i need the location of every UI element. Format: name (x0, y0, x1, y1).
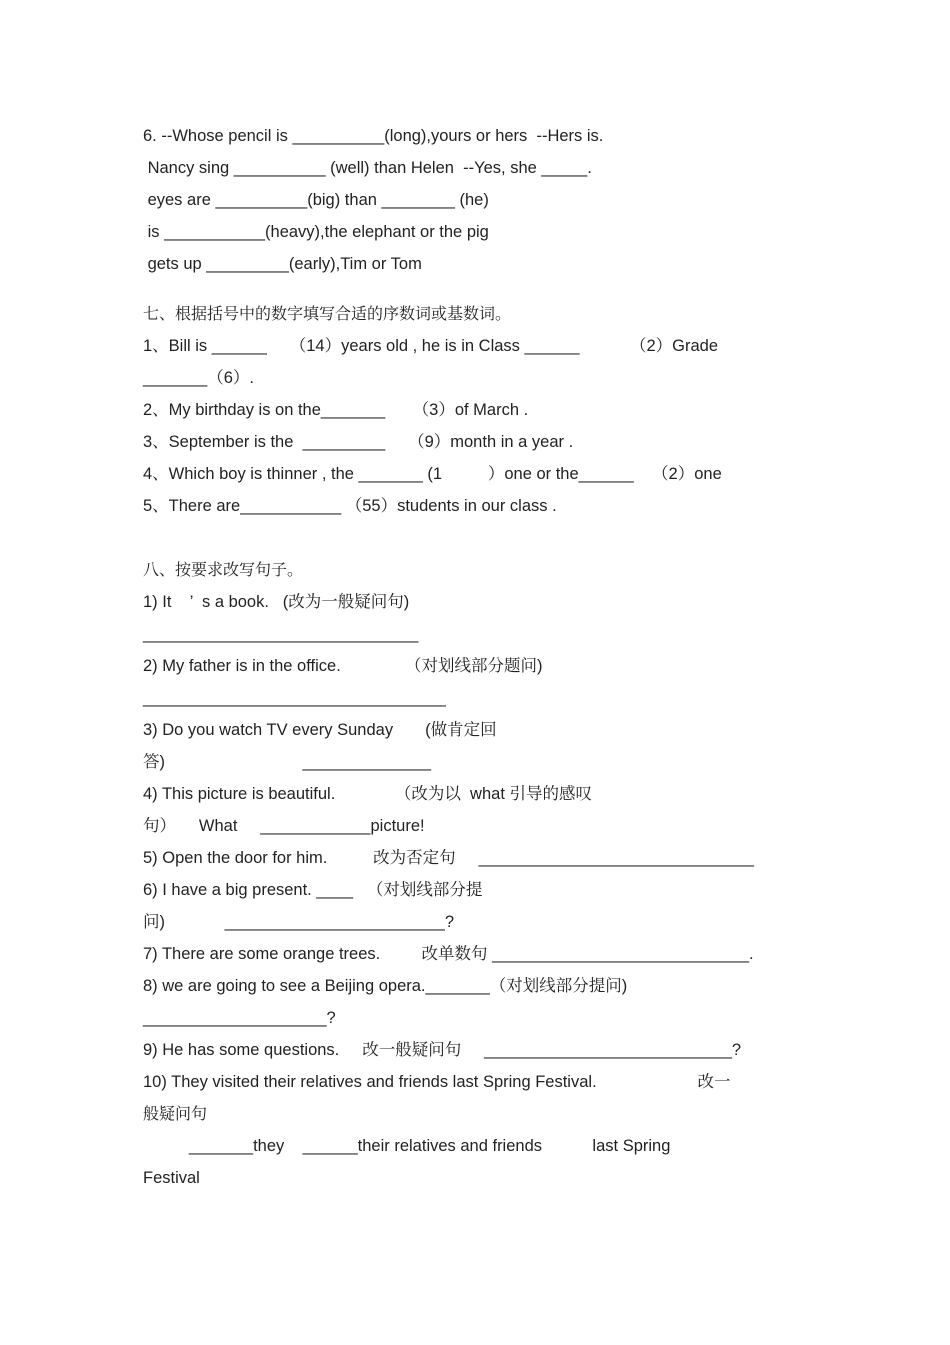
section-8-item-7: 7) There are some orange trees. 改单数句 ____________________________. (143, 945, 754, 963)
exercise-line: gets up _________(early),Tim or Tom (143, 255, 422, 273)
answer-blank: ____________________? (143, 1009, 336, 1027)
section-8-item-10-cont: 般疑问句 (143, 1104, 208, 1123)
section-8-item-6-cont: 问) ________________________? (143, 913, 455, 931)
section-7-item-1-cont: _______（6）. (143, 369, 254, 387)
section-8-item-10: 10) They visited their relatives and friends last Spring Festival. 改一 (143, 1073, 731, 1091)
exercise-line: eyes are __________(big) than ________ (he) (143, 191, 489, 209)
section-8-item-10-answer: _______they ______their relatives and friends last Spring (143, 1137, 671, 1155)
section-7-item-5: 5、There are___________ （55）students in our class . (143, 497, 557, 515)
section-8-item-4: 4) This picture is beautiful. （改为以 what 引导的感叹 (143, 785, 592, 803)
section-7-item-4: 4、Which boy is thinner , the _______ (1 ）one or the______ （2）one (143, 465, 722, 483)
section-8-item-3: 3) Do you watch TV every Sunday (做肯定回 (143, 721, 497, 739)
exercise-line: Nancy sing __________ (well) than Helen --Yes, she _____. (143, 159, 592, 177)
section-7-heading: 七、根据括号中的数字填写合适的序数词或基数词。 (143, 304, 512, 323)
section-8-item-8: 8) we are going to see a Beijing opera._______（对划线部分提问) (143, 977, 628, 995)
section-8-item-1: 1) It ’ s a book. (改为一般疑问句) (143, 593, 410, 611)
section-7-item-3: 3、September is the _________ （9）month in a year . (143, 433, 574, 451)
section-8-item-4-cont: 句） What ____________picture! (143, 817, 425, 835)
section-7-item-1: 1、Bill is ______ （14）years old , he is in Class ______ （2）Grade (143, 337, 719, 355)
section-8-item-10-end: Festival (143, 1169, 200, 1187)
exercise-line: is ___________(heavy),the elephant or the pig (143, 223, 489, 241)
section-8-item-9: 9) He has some questions. 改一般疑问句 ___________________________? (143, 1041, 742, 1059)
exercise-6-line: 6. --Whose pencil is __________(long),yours or hers --Hers is. (143, 127, 604, 145)
section-7-item-2: 2、My birthday is on the_______ （3）of March . (143, 401, 529, 419)
answer-blank: ______________________________ (143, 625, 419, 643)
section-8-item-3-cont: 答) ______________ (143, 753, 431, 771)
section-8-item-2: 2) My father is in the office. （对划线部分题问) (143, 657, 543, 675)
section-8-heading: 八、按要求改写句子。 (143, 560, 304, 579)
answer-blank: _________________________________ (143, 689, 446, 707)
section-8-item-5: 5) Open the door for him. 改为否定句 ______________________________ (143, 849, 754, 867)
section-8-item-6: 6) I have a big present. ____ （对划线部分提 (143, 881, 483, 899)
